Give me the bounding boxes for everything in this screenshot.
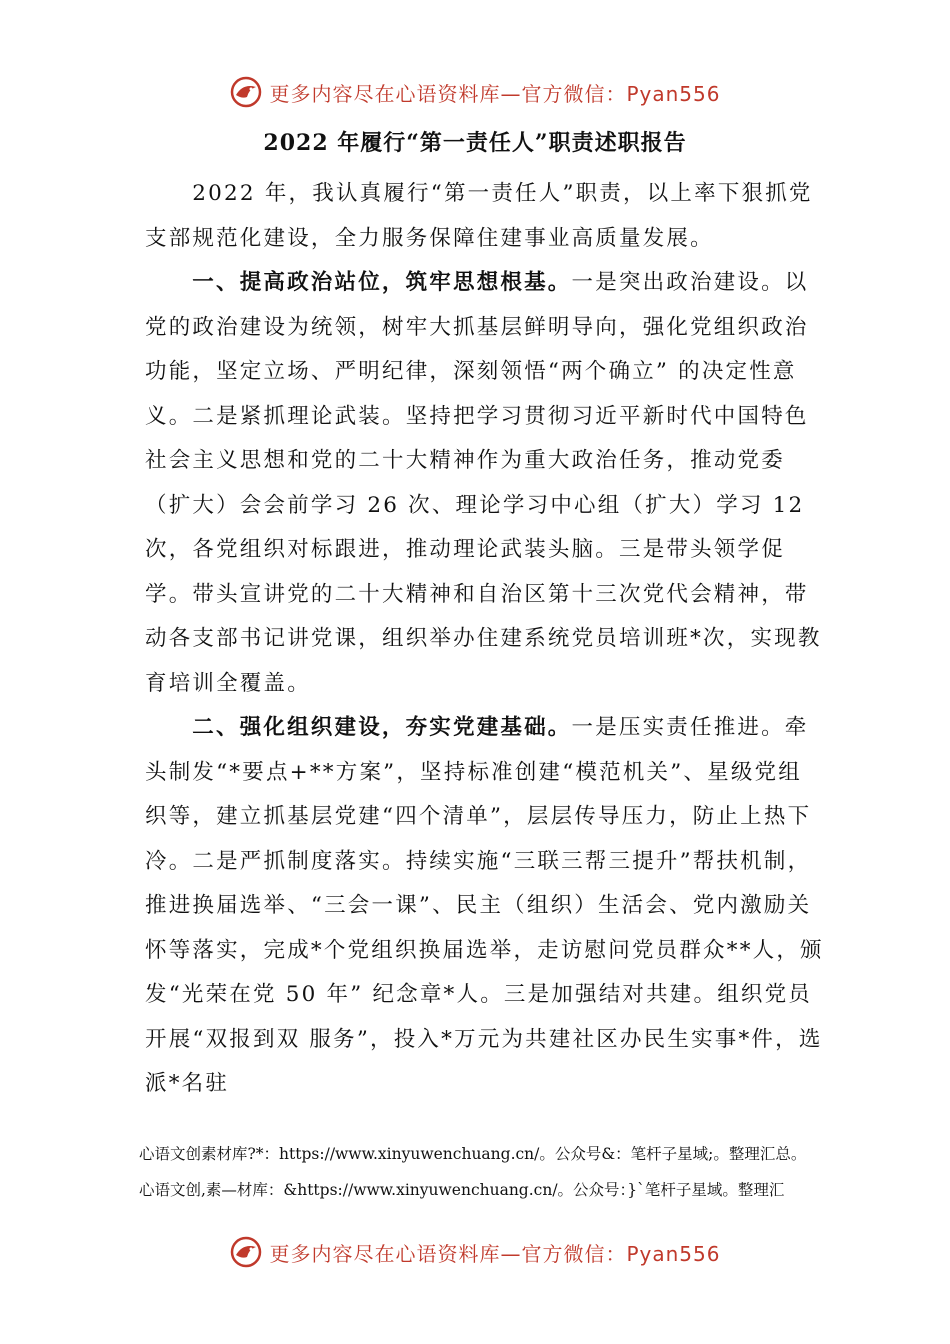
footer-source-line-2: 心语文创,素—材库：&https://www.xinyuwenchuang.cn/。公众号：}`笔杆子星域。整理汇: [139, 1181, 785, 1199]
section-1-text: 一是突出政治建设。以党的政治建设为统领，树牢大抓基层鲜明导向，强化党组织政治功能，坚定立场、严明纪律，深刻领悟“两个确立” 的决定性意义。二是紧抓理论武装。坚持把学习贯彻习近平新时代中国特色社会主义思想和党的二十大精神作为重大政治任务，推动党委（扩大）会会前学习 26 次、理论学习中心组（扩大）学习 12 次，各党组织对标跟进，推动理论武装头脑。三是带头领学促学。带头宣讲党的二十大精神和自治区第十三次党代会精神，带动各支部书记讲党课，组织举办住建系统党员培训班*次，实现教育培训全覆盖。: [145, 270, 822, 696]
section-2-paragraph: [145, 706, 825, 1107]
banner-text: 更多内容尽在心语资料库—官方微信：Pyan556: [269, 1241, 721, 1266]
logo-icon: [229, 1235, 263, 1269]
footer-source-line-1: 心语文创素材库?*：https://www.xinyuwenchuang.cn/。公众号&：笔杆子星域;。整理汇总。: [139, 1145, 807, 1163]
intro-paragraph: 2022 年，我认真履行“第一责任人”职责，以上率下狠抓党支部规范化建设，全力服务保障住建事业高质量发展。: [145, 181, 813, 251]
section-1-heading: 一、提高政治站位，筑牢思想根基。: [192, 270, 572, 295]
section-1-paragraph: [145, 261, 825, 706]
document-title: 2022 年履行“第一责任人”职责述职报告: [263, 130, 687, 156]
banner-text: 更多内容尽在心语资料库—官方微信：Pyan556: [269, 81, 721, 106]
header-watermark-banner: [0, 72, 950, 112]
section-2-heading: 二、强化组织建设，夯实党建基础。: [192, 715, 572, 740]
logo-icon: [229, 75, 263, 109]
section-2-text: 一是压实责任推进。牵头制发“*要点+**方案”，坚持标准创建“模范机关”、星级党组织等，建立抓基层党建“四个清单”，层层传导压力，防止上热下冷。二是严抓制度落实。持续实施“三联三帮三提升”帮扶机制，推进换届选举、“三会一课”、民主（组织）生活会、党内激励关怀等落实，完成*个党组织换届选举，走访慰问党员群众**人，颁发“光荣在党 50 年” 纪念章*人。三是加强结对共建。组织党员开展“双报到双 服务”，投入*万元为共建社区办民生实事*件，选派*名驻: [145, 715, 824, 1096]
document-body: [145, 172, 825, 1107]
footer-watermark-banner: [0, 1232, 950, 1272]
